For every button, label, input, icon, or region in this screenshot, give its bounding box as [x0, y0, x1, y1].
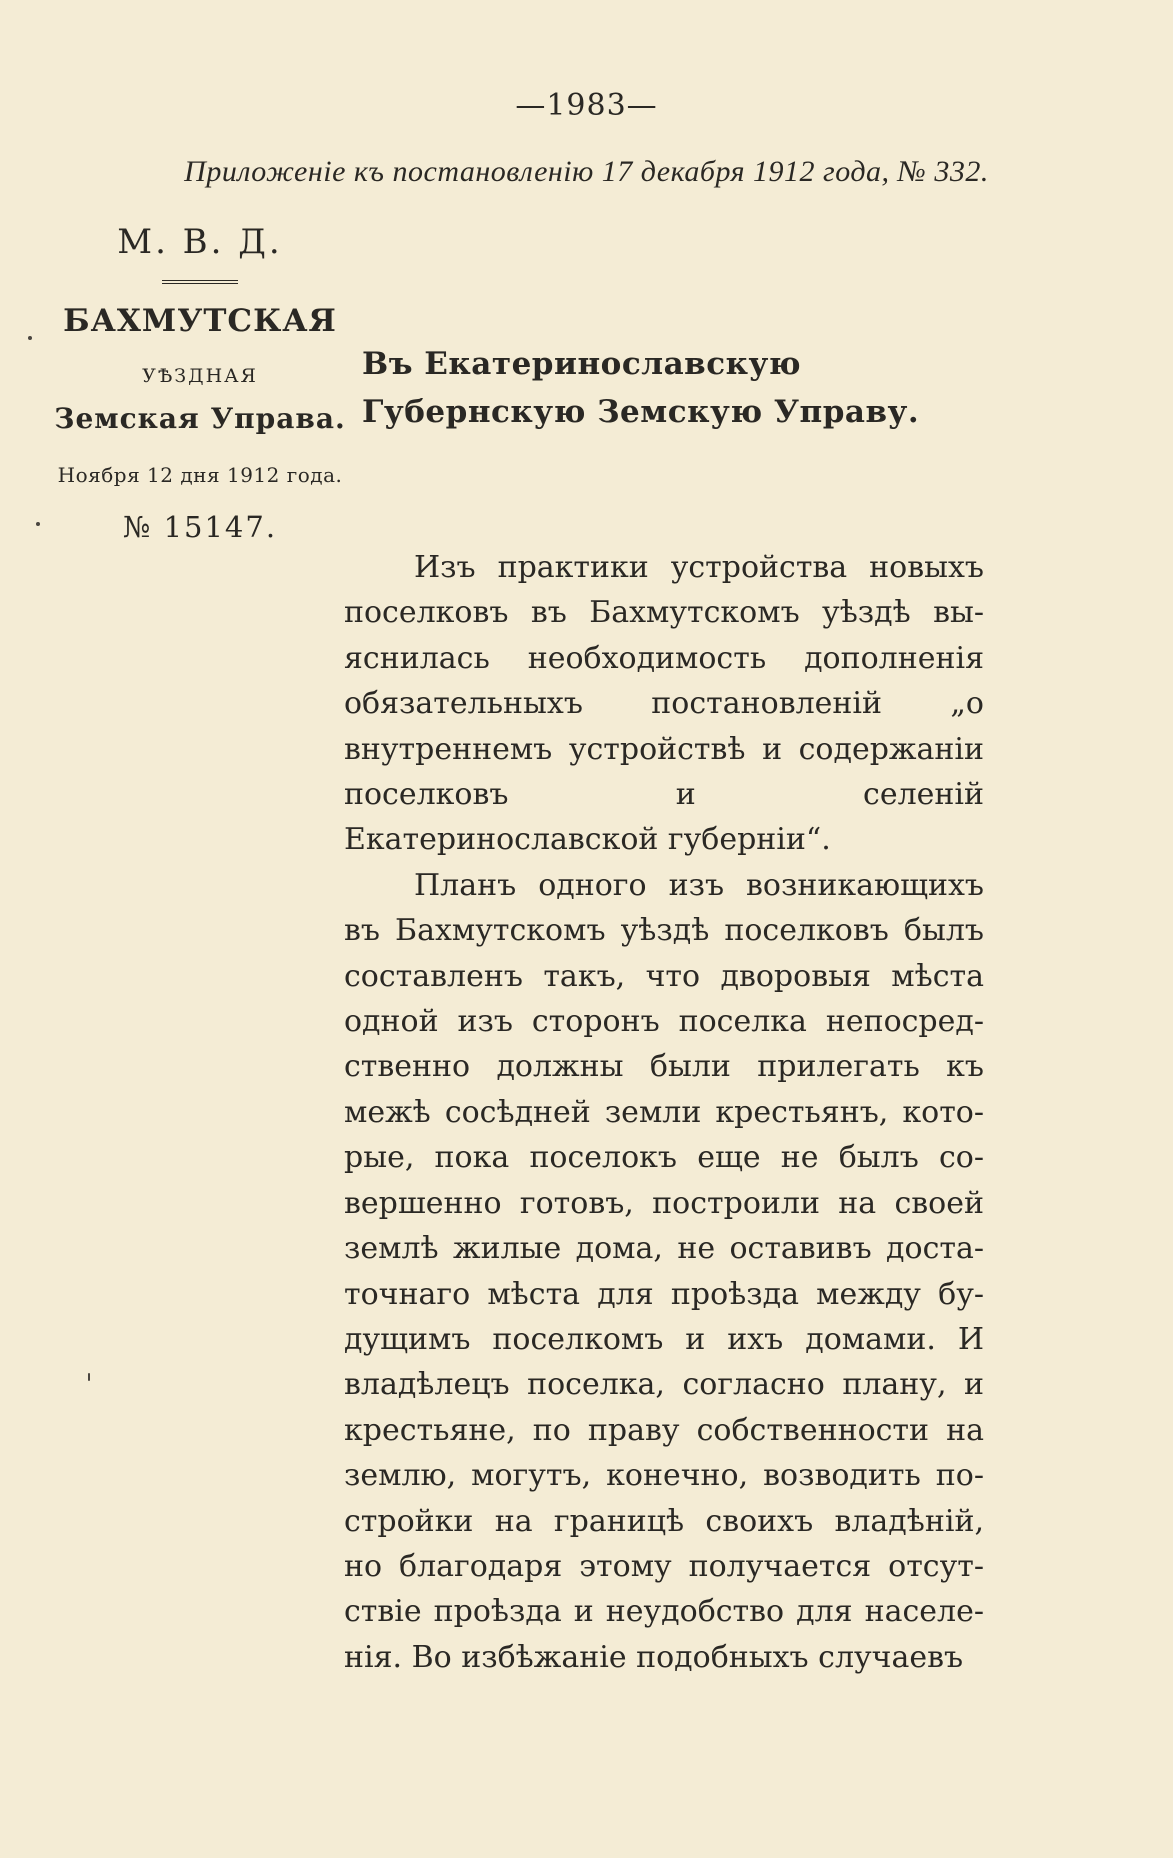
page-number: —1983— — [515, 88, 658, 123]
recipient-address: Въ Екатеринославскую Губернскую Земскую Управу. — [362, 346, 920, 430]
sender-office: БАХМУТСКАЯ — [63, 303, 337, 339]
letter-number: № 15147. — [122, 510, 278, 544]
divider-rule — [162, 280, 238, 284]
sender-zemstvo: Земская Управа. — [54, 402, 346, 435]
ministry-abbreviation: М. В. Д. — [117, 222, 283, 262]
paragraph: Планъ одного изъ возникающихъ въ Бахмутскомъ уѣздѣ поселковъ былъ составленъ такъ, что дворовыя мѣста одной изъ сторонъ поселка непосредственно должны были прилегать къ межѣ сосѣдней земли крестьянъ, которые, пока поселокъ еще не былъ совершенно готовъ, построили на своей землѣ жилые дома, не оставивъ достаточнаго мѣста для проѣзда между будущимъ поселкомъ и ихъ домами. И владѣлецъ поселка, согласно плану, и крестьяне, по праву собственности на землю, могутъ, конечно, возводить постройки на границѣ своихъ владѣній, но благодаря этому получается отсутствіе проѣзда и неудобство для населенія. Во избѣжаніе подобныхъ случаевъ — [344, 867, 984, 1675]
margin-mark — [36, 522, 40, 526]
letter-body — [344, 545, 984, 1680]
sender-uezd: УѢЗДНАЯ — [142, 365, 258, 387]
margin-mark — [28, 336, 32, 340]
appendix-heading: Приложеніе къ постановленію 17 декабря 1912 года, № 332. — [184, 155, 989, 188]
letter-date: Ноября 12 дня 1912 года. — [57, 463, 343, 487]
margin-mark — [88, 1373, 90, 1381]
paragraph: Изъ практики устройства новыхъ поселковъ въ Бахмутскомъ уѣздѣ выяснилась необходимость дополненія обязательныхъ постановленій „о внутреннемъ устройствѣ и содержаніи поселковъ и селеній Екатеринославской губерніи“. — [344, 550, 984, 858]
